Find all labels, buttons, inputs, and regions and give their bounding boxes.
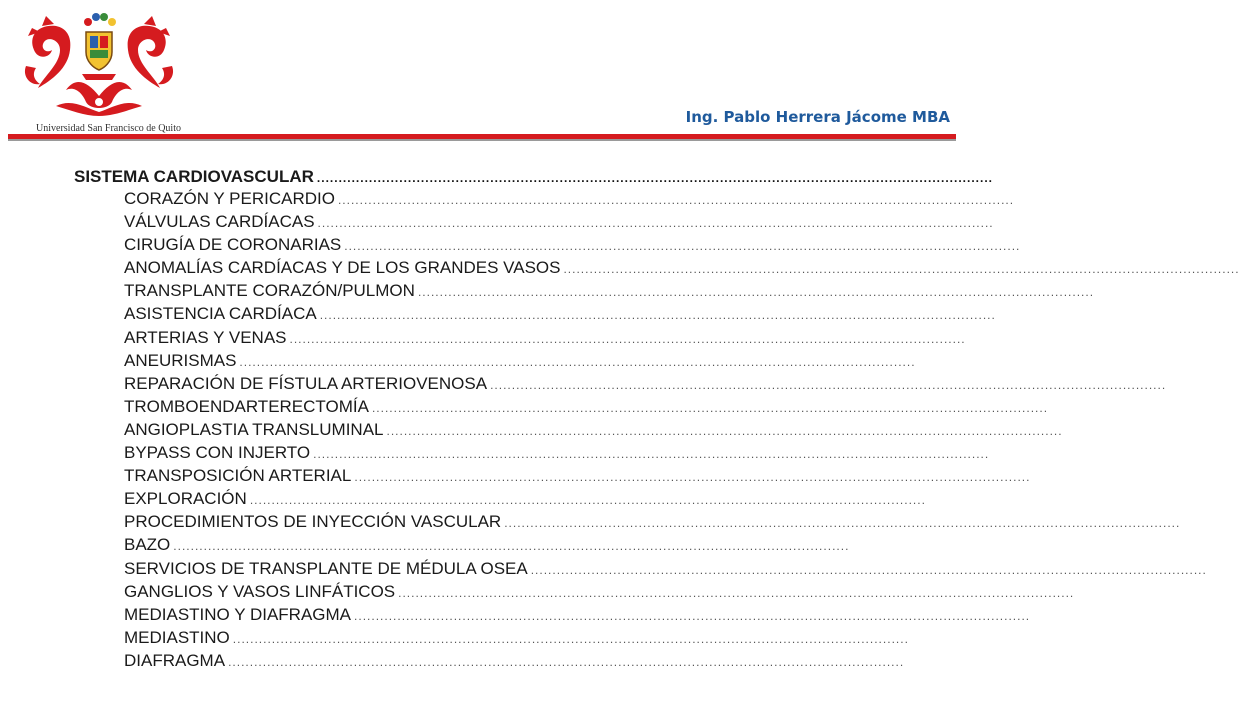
toc-item-label: ARTERIAS Y VENAS [124, 327, 287, 347]
table-of-contents [74, 166, 1240, 672]
toc-item-label: BAZO [124, 535, 171, 555]
toc-item [74, 557, 1207, 580]
toc-title-label: SISTEMA CARDIOVASCULAR [74, 167, 314, 186]
toc-item [74, 279, 1095, 302]
university-crest-logo [16, 6, 182, 132]
toc-item [74, 187, 1015, 210]
toc-leader-dots: ............................................................................................................................................................ [317, 216, 994, 231]
toc-item [74, 395, 1049, 418]
slide-header [0, 0, 960, 150]
toc-item-label: EXPLORACIÓN [124, 489, 247, 509]
toc-item [74, 372, 1167, 395]
toc-item-label: PROCEDIMIENTOS DE INYECCIÓN VASCULAR [124, 512, 502, 532]
university-name: Universidad San Francisco de Quito [36, 123, 181, 134]
toc-item [74, 464, 1031, 487]
toc-item [74, 649, 905, 672]
toc-item [74, 326, 966, 349]
toc-leader-dots: ............................................................................................................................................................ [530, 562, 1207, 577]
toc-item [74, 533, 850, 556]
dragon-crest-icon [16, 6, 182, 118]
author-name: Ing. Pablo Herrera Jácome MBA [685, 108, 950, 126]
toc-leader-dots: ............................................................................................................................................................ [354, 470, 1031, 485]
toc-leader-dots: ............................................................................................................................................................ [239, 354, 916, 369]
toc-leader-dots: ............................................................................................................................................................ [232, 631, 909, 646]
toc-leader-dots: ............................................................................................................................................................ [371, 400, 1049, 415]
toc-leader-dots: ............................................................................................................................................................ [337, 193, 1015, 207]
toc-leader-dots: ............................................................................................................................................................ [228, 654, 905, 669]
toc-leader-dots: ............................................................................................................................................................ [386, 423, 1063, 438]
toc-item-label: MEDIASTINO [124, 627, 230, 647]
toc-leader-dots: ............................................................................................................................................................ [289, 331, 966, 346]
toc-item-label: TRANSPOSICIÓN ARTERIAL [124, 466, 352, 486]
toc-item-label: MEDIASTINO Y DIAFRAGMA [124, 604, 352, 624]
toc-item [74, 233, 1021, 256]
toc-leader-dots: ............................................................................................................................................................ [313, 447, 990, 462]
toc-item [74, 487, 926, 510]
toc-item-label: CIRUGÍA DE CORONARIAS [124, 235, 342, 255]
toc-item [74, 418, 1063, 441]
toc-item-label: TROMBOENDARTERECTOMÍA [124, 396, 369, 416]
toc-item [74, 626, 909, 649]
toc-item [74, 441, 990, 464]
toc-item-label: ASISTENCIA CARDÍACA [124, 304, 317, 324]
toc-leader-dots: ............................................................................................................................................................ [354, 608, 1031, 623]
toc-leader-dots: ............................................................................................................................................................ [398, 585, 1075, 600]
toc-leader-dots: ............................................................................................................................................................ [173, 539, 850, 554]
toc-item-label: VÁLVULAS CARDÍACAS [124, 212, 315, 232]
toc-leader-dots: ............................................................................................................................................................ [319, 308, 996, 323]
toc-item [74, 256, 1240, 279]
toc-item-label: TRANSPLANTE CORAZÓN/PULMON [124, 281, 415, 301]
toc-item-label: ANGIOPLASTIA TRANSLUMINAL [124, 419, 384, 439]
toc-leader-dots: ............................................................................................................................................................ [490, 377, 1167, 392]
toc-item [74, 349, 916, 372]
toc-section-title [74, 166, 994, 187]
toc-leader-dots: ............................................................................................................................................................ [249, 493, 926, 508]
toc-item [74, 302, 996, 325]
toc-item [74, 580, 1075, 603]
toc-item [74, 510, 1181, 533]
toc-leader-dots: ............................................................................................................................................................ [344, 239, 1021, 254]
toc-item-label: GANGLIOS Y VASOS LINFÁTICOS [124, 581, 396, 601]
toc-item-label: ANOMALÍAS CARDÍACAS Y DE LOS GRANDES VASOS [124, 258, 561, 278]
toc-item [74, 603, 1031, 626]
header-divider-gray [8, 139, 956, 141]
toc-leader-dots: ............................................................................................................................................................ [316, 171, 994, 185]
toc-item [74, 210, 994, 233]
toc-item-label: BYPASS CON INJERTO [124, 443, 311, 463]
toc-item-label: CORAZÓN Y PERICARDIO [124, 189, 335, 208]
toc-item-label: ANEURISMAS [124, 350, 237, 370]
toc-item-label: DIAFRAGMA [124, 650, 226, 670]
toc-leader-dots: ............................................................................................................................................................ [504, 516, 1181, 531]
toc-leader-dots: ............................................................................................................................................................ [563, 262, 1240, 277]
toc-item-label: SERVICIOS DE TRANSPLANTE DE MÉDULA OSEA [124, 558, 528, 578]
toc-leader-dots: ............................................................................................................................................................ [417, 285, 1095, 300]
toc-item-label: REPARACIÓN DE FÍSTULA ARTERIOVENOSA [124, 373, 488, 393]
